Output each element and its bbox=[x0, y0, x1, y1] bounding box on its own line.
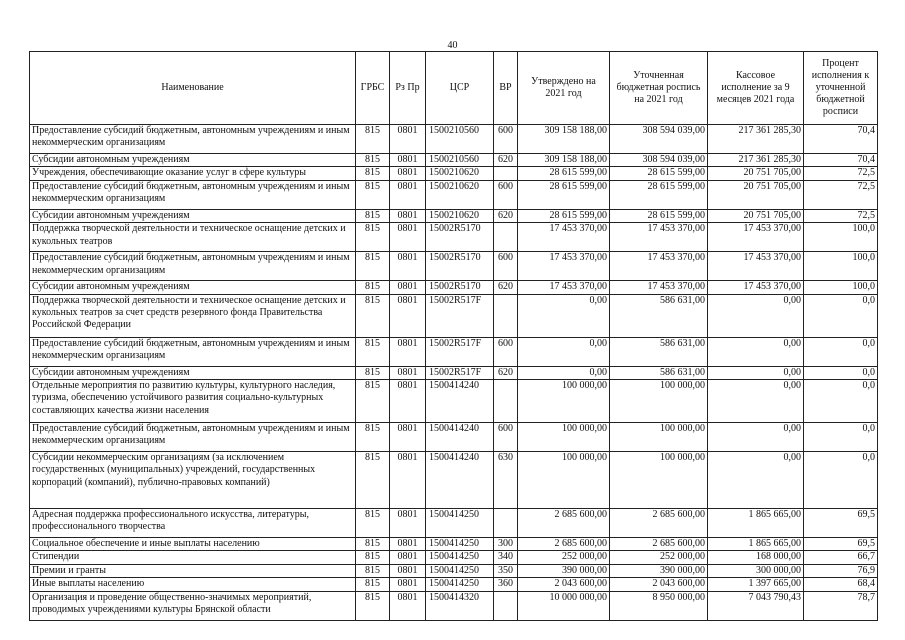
row-vr-cell bbox=[494, 294, 518, 337]
row-refined-cell: 28 615 599,00 bbox=[610, 167, 708, 180]
row-refined-cell: 100 000,00 bbox=[610, 380, 708, 423]
table-row bbox=[30, 578, 878, 591]
row-approved-cell: 100 000,00 bbox=[518, 452, 610, 509]
row-rzpr-cell: 0801 bbox=[390, 337, 426, 366]
row-csr-cell: 1500414250 bbox=[426, 564, 494, 577]
row-rzpr-cell: 0801 bbox=[390, 180, 426, 209]
table-row bbox=[30, 509, 878, 538]
row-vr-cell: 600 bbox=[494, 180, 518, 209]
row-percent-cell: 100,0 bbox=[804, 223, 878, 252]
row-approved-cell: 100 000,00 bbox=[518, 423, 610, 452]
row-refined-cell: 28 615 599,00 bbox=[610, 209, 708, 222]
row-csr-cell: 1500414240 bbox=[426, 380, 494, 423]
row-grbs-cell: 815 bbox=[356, 578, 390, 591]
table-row bbox=[30, 294, 878, 337]
row-vr-cell: 630 bbox=[494, 452, 518, 509]
row-name-cell: Предоставление субсидий бюджетным, автономным учреждениям и иным некоммерческим организациям bbox=[30, 252, 356, 281]
row-grbs-cell: 815 bbox=[356, 591, 390, 620]
row-grbs-cell: 815 bbox=[356, 538, 390, 551]
row-grbs-cell: 815 bbox=[356, 380, 390, 423]
row-approved-cell: 2 685 600,00 bbox=[518, 538, 610, 551]
table-row bbox=[30, 452, 878, 509]
row-cash-cell: 0,00 bbox=[708, 337, 804, 366]
table-row bbox=[30, 380, 878, 423]
row-percent-cell: 0,0 bbox=[804, 337, 878, 366]
row-cash-cell: 20 751 705,00 bbox=[708, 167, 804, 180]
row-csr-cell: 1500210620 bbox=[426, 180, 494, 209]
row-approved-cell: 10 000 000,00 bbox=[518, 591, 610, 620]
row-vr-cell bbox=[494, 591, 518, 620]
row-approved-cell: 2 685 600,00 bbox=[518, 509, 610, 538]
row-rzpr-cell: 0801 bbox=[390, 452, 426, 509]
table-row bbox=[30, 180, 878, 209]
table-row bbox=[30, 423, 878, 452]
row-name-cell: Адресная поддержка профессионального искусства, литературы, профессионального творчества bbox=[30, 509, 356, 538]
table-row bbox=[30, 551, 878, 564]
page-number: 40 bbox=[447, 40, 458, 51]
row-approved-cell: 28 615 599,00 bbox=[518, 209, 610, 222]
table-row bbox=[30, 591, 878, 620]
row-grbs-cell: 815 bbox=[356, 509, 390, 538]
row-refined-cell: 586 631,00 bbox=[610, 366, 708, 379]
table-row bbox=[30, 154, 878, 167]
header-row bbox=[30, 52, 878, 125]
row-refined-cell: 28 615 599,00 bbox=[610, 180, 708, 209]
table-row bbox=[30, 366, 878, 379]
row-grbs-cell: 815 bbox=[356, 337, 390, 366]
row-grbs-cell: 815 bbox=[356, 125, 390, 154]
row-cash-cell: 0,00 bbox=[708, 380, 804, 423]
row-cash-cell: 217 361 285,30 bbox=[708, 154, 804, 167]
row-refined-cell: 252 000,00 bbox=[610, 551, 708, 564]
row-vr-cell: 600 bbox=[494, 252, 518, 281]
row-approved-cell: 17 453 370,00 bbox=[518, 252, 610, 281]
row-percent-cell: 69,5 bbox=[804, 538, 878, 551]
row-vr-cell bbox=[494, 509, 518, 538]
row-cash-cell: 17 453 370,00 bbox=[708, 281, 804, 294]
row-grbs-cell: 815 bbox=[356, 423, 390, 452]
row-name-cell: Предоставление субсидий бюджетным, автономным учреждениям и иным некоммерческим организациям bbox=[30, 337, 356, 366]
row-rzpr-cell: 0801 bbox=[390, 125, 426, 154]
row-percent-cell: 68,4 bbox=[804, 578, 878, 591]
row-cash-cell: 300 000,00 bbox=[708, 564, 804, 577]
row-csr-cell: 1500414250 bbox=[426, 578, 494, 591]
table-row bbox=[30, 337, 878, 366]
row-vr-cell: 620 bbox=[494, 366, 518, 379]
row-csr-cell: 1500414250 bbox=[426, 509, 494, 538]
row-cash-cell: 20 751 705,00 bbox=[708, 180, 804, 209]
budget-table bbox=[29, 51, 878, 621]
row-name-cell: Иные выплаты населению bbox=[30, 578, 356, 591]
row-percent-cell: 66,7 bbox=[804, 551, 878, 564]
row-csr-cell: 1500414250 bbox=[426, 538, 494, 551]
table-row bbox=[30, 281, 878, 294]
row-cash-cell: 7 043 790,43 bbox=[708, 591, 804, 620]
row-percent-cell: 0,0 bbox=[804, 423, 878, 452]
row-vr-cell: 350 bbox=[494, 564, 518, 577]
row-vr-cell bbox=[494, 380, 518, 423]
row-grbs-cell: 815 bbox=[356, 366, 390, 379]
row-percent-cell: 69,5 bbox=[804, 509, 878, 538]
row-vr-cell: 360 bbox=[494, 578, 518, 591]
row-csr-cell: 1500210560 bbox=[426, 154, 494, 167]
row-rzpr-cell: 0801 bbox=[390, 578, 426, 591]
row-approved-cell: 17 453 370,00 bbox=[518, 223, 610, 252]
row-refined-cell: 8 950 000,00 bbox=[610, 591, 708, 620]
row-cash-cell: 17 453 370,00 bbox=[708, 223, 804, 252]
row-vr-cell: 600 bbox=[494, 125, 518, 154]
header-vr: ВР bbox=[494, 52, 518, 125]
row-rzpr-cell: 0801 bbox=[390, 167, 426, 180]
row-cash-cell: 0,00 bbox=[708, 366, 804, 379]
row-csr-cell: 15002R517F bbox=[426, 366, 494, 379]
row-percent-cell: 72,5 bbox=[804, 167, 878, 180]
row-cash-cell: 0,00 bbox=[708, 423, 804, 452]
row-cash-cell: 0,00 bbox=[708, 294, 804, 337]
header-percent: Процент исполнения к уточненной бюджетной росписи bbox=[804, 52, 878, 125]
header-rzpr: Рз Пр bbox=[390, 52, 426, 125]
row-approved-cell: 0,00 bbox=[518, 337, 610, 366]
row-grbs-cell: 815 bbox=[356, 252, 390, 281]
row-approved-cell: 0,00 bbox=[518, 366, 610, 379]
table-row bbox=[30, 125, 878, 154]
row-percent-cell: 72,5 bbox=[804, 180, 878, 209]
header-csr: ЦСР bbox=[426, 52, 494, 125]
row-name-cell: Субсидии некоммерческим организациям (за исключением государственных (муниципальных) учреждений, государственных корпораций (компаний), публично-правовых компаний) bbox=[30, 452, 356, 509]
row-rzpr-cell: 0801 bbox=[390, 154, 426, 167]
row-name-cell: Стипендии bbox=[30, 551, 356, 564]
row-vr-cell: 600 bbox=[494, 423, 518, 452]
table-row bbox=[30, 223, 878, 252]
row-grbs-cell: 815 bbox=[356, 281, 390, 294]
row-name-cell: Предоставление субсидий бюджетным, автономным учреждениям и иным некоммерческим организациям bbox=[30, 125, 356, 154]
row-cash-cell: 1 865 665,00 bbox=[708, 538, 804, 551]
table-body bbox=[30, 125, 878, 621]
header-approved: Утверждено на 2021 год bbox=[518, 52, 610, 125]
row-refined-cell: 308 594 039,00 bbox=[610, 125, 708, 154]
row-cash-cell: 168 000,00 bbox=[708, 551, 804, 564]
row-rzpr-cell: 0801 bbox=[390, 380, 426, 423]
row-csr-cell: 1500414240 bbox=[426, 452, 494, 509]
row-vr-cell: 600 bbox=[494, 337, 518, 366]
row-name-cell: Поддержка творческой деятельности и техническое оснащение детских и кукольных театров bbox=[30, 223, 356, 252]
header-cash: Кассовое исполнение за 9 месяцев 2021 года bbox=[708, 52, 804, 125]
row-refined-cell: 2 685 600,00 bbox=[610, 509, 708, 538]
table-row bbox=[30, 252, 878, 281]
row-grbs-cell: 815 bbox=[356, 294, 390, 337]
row-csr-cell: 1500414250 bbox=[426, 551, 494, 564]
row-rzpr-cell: 0801 bbox=[390, 551, 426, 564]
row-refined-cell: 586 631,00 bbox=[610, 294, 708, 337]
row-rzpr-cell: 0801 bbox=[390, 538, 426, 551]
row-cash-cell: 17 453 370,00 bbox=[708, 252, 804, 281]
row-csr-cell: 15002R5170 bbox=[426, 252, 494, 281]
row-csr-cell: 1500210620 bbox=[426, 167, 494, 180]
row-approved-cell: 309 158 188,00 bbox=[518, 125, 610, 154]
row-grbs-cell: 815 bbox=[356, 223, 390, 252]
row-percent-cell: 72,5 bbox=[804, 209, 878, 222]
row-vr-cell bbox=[494, 167, 518, 180]
row-name-cell: Субсидии автономным учреждениям bbox=[30, 154, 356, 167]
table-row bbox=[30, 564, 878, 577]
row-vr-cell: 300 bbox=[494, 538, 518, 551]
row-name-cell: Социальное обеспечение и иные выплаты населению bbox=[30, 538, 356, 551]
row-approved-cell: 309 158 188,00 bbox=[518, 154, 610, 167]
row-name-cell: Организация и проведение общественно-значимых мероприятий, проводимых учреждениями культуры Брянской области bbox=[30, 591, 356, 620]
row-vr-cell bbox=[494, 223, 518, 252]
table-row bbox=[30, 209, 878, 222]
row-percent-cell: 70,4 bbox=[804, 154, 878, 167]
row-grbs-cell: 815 bbox=[356, 209, 390, 222]
row-rzpr-cell: 0801 bbox=[390, 294, 426, 337]
row-name-cell: Предоставление субсидий бюджетным, автономным учреждениям и иным некоммерческим организациям bbox=[30, 180, 356, 209]
row-name-cell: Учреждения, обеспечивающие оказание услуг в сфере культуры bbox=[30, 167, 356, 180]
row-grbs-cell: 815 bbox=[356, 167, 390, 180]
row-csr-cell: 1500414320 bbox=[426, 591, 494, 620]
row-approved-cell: 390 000,00 bbox=[518, 564, 610, 577]
row-refined-cell: 100 000,00 bbox=[610, 423, 708, 452]
row-rzpr-cell: 0801 bbox=[390, 423, 426, 452]
header-grbs: ГРБС bbox=[356, 52, 390, 125]
row-vr-cell: 340 bbox=[494, 551, 518, 564]
row-approved-cell: 252 000,00 bbox=[518, 551, 610, 564]
row-csr-cell: 15002R517F bbox=[426, 337, 494, 366]
row-refined-cell: 17 453 370,00 bbox=[610, 223, 708, 252]
row-rzpr-cell: 0801 bbox=[390, 509, 426, 538]
row-cash-cell: 217 361 285,30 bbox=[708, 125, 804, 154]
row-rzpr-cell: 0801 bbox=[390, 252, 426, 281]
row-csr-cell: 15002R517F bbox=[426, 294, 494, 337]
row-approved-cell: 0,00 bbox=[518, 294, 610, 337]
row-grbs-cell: 815 bbox=[356, 551, 390, 564]
row-cash-cell: 20 751 705,00 bbox=[708, 209, 804, 222]
row-percent-cell: 0,0 bbox=[804, 366, 878, 379]
row-csr-cell: 15002R5170 bbox=[426, 223, 494, 252]
row-percent-cell: 70,4 bbox=[804, 125, 878, 154]
row-csr-cell: 1500210560 bbox=[426, 125, 494, 154]
budget-table-container bbox=[29, 51, 877, 621]
row-cash-cell: 1 397 665,00 bbox=[708, 578, 804, 591]
row-name-cell: Субсидии автономным учреждениям bbox=[30, 366, 356, 379]
row-refined-cell: 100 000,00 bbox=[610, 452, 708, 509]
row-name-cell: Поддержка творческой деятельности и техническое оснащение детских и кукольных театров за счет средств резервного фонда Правительства Российской Федерации bbox=[30, 294, 356, 337]
row-rzpr-cell: 0801 bbox=[390, 281, 426, 294]
row-rzpr-cell: 0801 bbox=[390, 366, 426, 379]
row-grbs-cell: 815 bbox=[356, 452, 390, 509]
row-csr-cell: 1500210620 bbox=[426, 209, 494, 222]
row-approved-cell: 28 615 599,00 bbox=[518, 180, 610, 209]
table-row bbox=[30, 538, 878, 551]
row-approved-cell: 17 453 370,00 bbox=[518, 281, 610, 294]
row-grbs-cell: 815 bbox=[356, 180, 390, 209]
row-percent-cell: 76,9 bbox=[804, 564, 878, 577]
row-rzpr-cell: 0801 bbox=[390, 591, 426, 620]
row-refined-cell: 390 000,00 bbox=[610, 564, 708, 577]
row-rzpr-cell: 0801 bbox=[390, 223, 426, 252]
row-vr-cell: 620 bbox=[494, 209, 518, 222]
row-refined-cell: 17 453 370,00 bbox=[610, 281, 708, 294]
row-vr-cell: 620 bbox=[494, 154, 518, 167]
row-refined-cell: 586 631,00 bbox=[610, 337, 708, 366]
row-approved-cell: 100 000,00 bbox=[518, 380, 610, 423]
row-rzpr-cell: 0801 bbox=[390, 564, 426, 577]
row-percent-cell: 0,0 bbox=[804, 452, 878, 509]
row-percent-cell: 0,0 bbox=[804, 380, 878, 423]
row-percent-cell: 78,7 bbox=[804, 591, 878, 620]
row-cash-cell: 1 865 665,00 bbox=[708, 509, 804, 538]
row-approved-cell: 28 615 599,00 bbox=[518, 167, 610, 180]
row-name-cell: Субсидии автономным учреждениям bbox=[30, 281, 356, 294]
row-percent-cell: 100,0 bbox=[804, 252, 878, 281]
row-name-cell: Отдельные мероприятия по развитию культуры, культурного наследия, туризма, обеспечению устойчивого развития социально-культурных составляющих качества жизни населения bbox=[30, 380, 356, 423]
row-csr-cell: 15002R5170 bbox=[426, 281, 494, 294]
row-vr-cell: 620 bbox=[494, 281, 518, 294]
row-cash-cell: 0,00 bbox=[708, 452, 804, 509]
row-percent-cell: 0,0 bbox=[804, 294, 878, 337]
row-refined-cell: 2 685 600,00 bbox=[610, 538, 708, 551]
row-approved-cell: 2 043 600,00 bbox=[518, 578, 610, 591]
header-refined: Уточненная бюджетная роспись на 2021 год bbox=[610, 52, 708, 125]
row-name-cell: Субсидии автономным учреждениям bbox=[30, 209, 356, 222]
header-name: Наименование bbox=[30, 52, 356, 125]
row-name-cell: Премии и гранты bbox=[30, 564, 356, 577]
row-grbs-cell: 815 bbox=[356, 564, 390, 577]
table-row bbox=[30, 167, 878, 180]
row-refined-cell: 17 453 370,00 bbox=[610, 252, 708, 281]
row-refined-cell: 308 594 039,00 bbox=[610, 154, 708, 167]
row-percent-cell: 100,0 bbox=[804, 281, 878, 294]
row-name-cell: Предоставление субсидий бюджетным, автономным учреждениям и иным некоммерческим организациям bbox=[30, 423, 356, 452]
row-csr-cell: 1500414240 bbox=[426, 423, 494, 452]
row-refined-cell: 2 043 600,00 bbox=[610, 578, 708, 591]
row-grbs-cell: 815 bbox=[356, 154, 390, 167]
row-rzpr-cell: 0801 bbox=[390, 209, 426, 222]
